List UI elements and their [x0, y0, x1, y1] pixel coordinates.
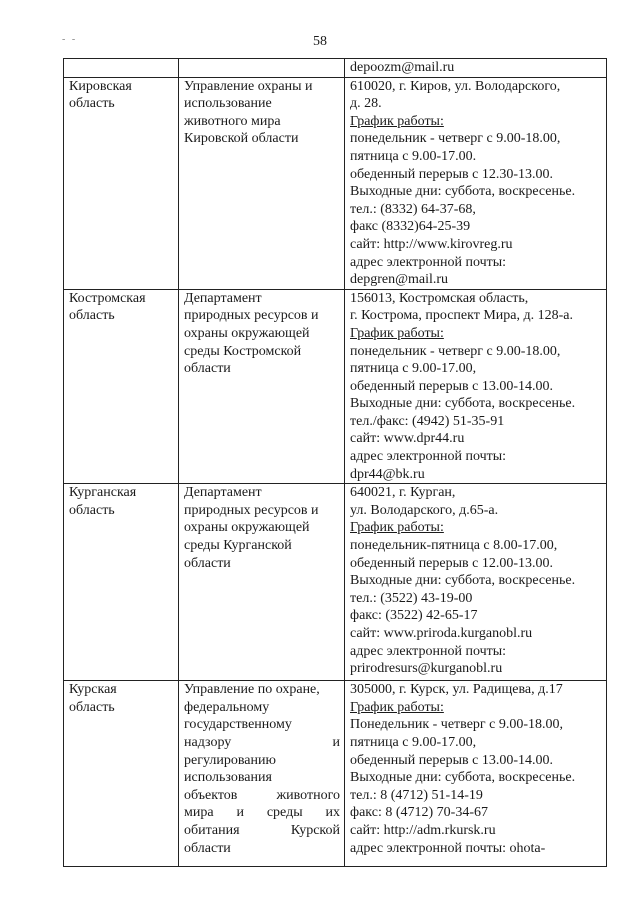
- schedule-line: обеденный перерыв с 12.30-13.00.: [350, 166, 553, 182]
- postal-address: ул. Володарского, д.65-а.: [350, 502, 499, 518]
- authority-name: Департамент: [184, 485, 262, 501]
- region-cell: [64, 77, 179, 289]
- word: надзору: [184, 735, 232, 751]
- region-name: область: [69, 308, 115, 324]
- region-name: область: [69, 502, 115, 518]
- authority-cell: [179, 77, 345, 289]
- region-name: Кировская: [69, 78, 132, 94]
- email-address: depoozm@mail.ru: [350, 60, 455, 75]
- email-label: адрес электронной почты: ohota-: [350, 840, 546, 856]
- word: и: [332, 735, 340, 751]
- schedule-line: обеденный перерыв с 12.00-13.00.: [350, 555, 553, 571]
- authority-name: природных ресурсов и: [184, 502, 319, 518]
- authorities-table: [63, 58, 607, 867]
- schedule-heading: График работы:: [350, 699, 444, 715]
- authority-name: использования: [184, 770, 272, 786]
- table-row: [64, 681, 607, 867]
- word: мира: [184, 805, 214, 821]
- authority-name: охраны окружающей: [184, 520, 310, 536]
- table-row: [64, 484, 607, 681]
- word: Курской: [290, 823, 340, 838]
- authority-name: использование: [184, 96, 272, 112]
- schedule-heading: График работы:: [350, 113, 444, 129]
- authority-name-justified: [184, 822, 340, 840]
- schedule-line: обеденный перерыв с 13.00-14.00.: [350, 752, 553, 768]
- schedule-line: Выходные дни: суббота, воскресенье.: [350, 573, 576, 589]
- region-name: область: [69, 699, 115, 715]
- authority-name: животного мира: [184, 113, 281, 129]
- authority-name: Кировской области: [184, 131, 299, 147]
- schedule-heading: График работы:: [350, 520, 444, 536]
- schedule-line: понедельник - четверг с 9.00-18.00,: [350, 343, 561, 359]
- region-name: Костромская: [69, 290, 146, 306]
- schedule-line: обеденный перерыв с 13.00-14.00.: [350, 378, 553, 394]
- authority-name-justified: [184, 734, 340, 752]
- email-address: depgren@mail.ru: [350, 272, 449, 288]
- contacts-cell: [345, 59, 607, 78]
- phone-number: тел.: 8 (4712) 51-14-19: [350, 787, 483, 803]
- contacts-cell: [345, 77, 607, 289]
- website: сайт: http://www.kirovreg.ru: [350, 236, 513, 252]
- authority-name: природных ресурсов и: [184, 308, 319, 324]
- authority-name: области: [184, 361, 231, 377]
- authority-name: регулированию: [184, 752, 276, 768]
- fax-number: факс: (3522) 42-65-17: [350, 608, 478, 624]
- authority-name: области: [184, 840, 231, 856]
- authority-cell: [179, 289, 345, 484]
- authority-cell: [179, 59, 345, 78]
- authority-name: Департамент: [184, 290, 262, 306]
- contacts-cell: [345, 289, 607, 484]
- schedule-line: Выходные дни: суббота, воскресенье.: [350, 184, 576, 200]
- phone-number: тел./факс: (4942) 51-35-91: [350, 413, 505, 429]
- word: животного: [276, 787, 340, 803]
- authority-name-justified: [184, 787, 340, 805]
- table-row: [64, 77, 607, 289]
- authority-name: государственному: [184, 717, 292, 733]
- authority-cell: [179, 484, 345, 681]
- email-label: адрес электронной почты:: [350, 449, 507, 465]
- table-row: [64, 289, 607, 484]
- phone-number: тел.: (8332) 64-37-68,: [350, 201, 476, 217]
- table-row: [64, 59, 607, 78]
- contacts-cell: [345, 681, 607, 867]
- word: объектов: [184, 787, 238, 803]
- schedule-line: понедельник-пятница с 8.00-17.00,: [350, 538, 558, 554]
- region-name: Курская: [69, 682, 117, 698]
- email-label: адрес электронной почты:: [350, 643, 507, 659]
- authority-name: среды Курганской: [184, 538, 292, 554]
- website: сайт: www.priroda.kurganobl.ru: [350, 626, 533, 641]
- contacts-cell: [345, 484, 607, 681]
- schedule-line: пятница с 9.00-17.00,: [350, 735, 477, 751]
- postal-address: г. Кострома, проспект Мира, д. 128-а.: [350, 308, 574, 324]
- word: среды: [266, 805, 303, 821]
- fax-number: факс (8332)64-25-39: [350, 219, 471, 235]
- schedule-line: Выходные дни: суббота, воскресенье.: [350, 396, 576, 412]
- email-address: prirodresurs@kurganobl.ru: [350, 661, 503, 677]
- word: их: [325, 805, 340, 821]
- schedule-line: Понедельник - четверг с 9.00-18.00,: [350, 717, 564, 733]
- email-label: адрес электронной почты:: [350, 254, 507, 270]
- postal-address: 156013, Костромская область,: [350, 290, 529, 306]
- email-address: dpr44@bk.ru: [350, 466, 425, 482]
- postal-address: д. 28.: [350, 96, 382, 112]
- authority-name: охраны окружающей: [184, 325, 310, 341]
- website: сайт: www.dpr44.ru: [350, 431, 465, 447]
- word: обитания: [184, 823, 240, 838]
- schedule-line: пятница с 9.00-17.00,: [350, 361, 477, 377]
- word: и: [236, 805, 244, 821]
- authority-name-justified: [184, 804, 340, 822]
- schedule-line: понедельник - четверг с 9.00-18.00,: [350, 131, 561, 147]
- corner-mark: - -: [62, 34, 78, 45]
- region-cell: [64, 289, 179, 484]
- website: сайт: http://adm.rkursk.ru: [350, 823, 496, 838]
- postal-address: 610020, г. Киров, ул. Володарского,: [350, 78, 561, 94]
- authority-name: Управление охраны и: [184, 78, 313, 94]
- page-number: 58: [313, 34, 327, 49]
- region-cell: [64, 681, 179, 867]
- authority-name: области: [184, 555, 231, 571]
- postal-address: 305000, г. Курск, ул. Радищева, д.17: [350, 682, 563, 698]
- schedule-heading: График работы:: [350, 325, 444, 341]
- schedule-line: Выходные дни: суббота, воскресенье.: [350, 770, 576, 786]
- schedule-line: пятница с 9.00-17.00.: [350, 148, 477, 164]
- authority-cell: [179, 681, 345, 867]
- fax-number: факс: 8 (4712) 70-34-67: [350, 805, 488, 821]
- authority-name: Управление по охране,: [184, 682, 320, 698]
- phone-number: тел.: (3522) 43-19-00: [350, 590, 473, 606]
- region-cell: [64, 484, 179, 681]
- region-name: Курганская: [69, 485, 137, 501]
- postal-address: 640021, г. Курган,: [350, 485, 456, 501]
- region-cell: [64, 59, 179, 78]
- region-name: область: [69, 96, 115, 112]
- authority-name: среды Костромской: [184, 343, 302, 359]
- authority-name: федеральному: [184, 699, 270, 715]
